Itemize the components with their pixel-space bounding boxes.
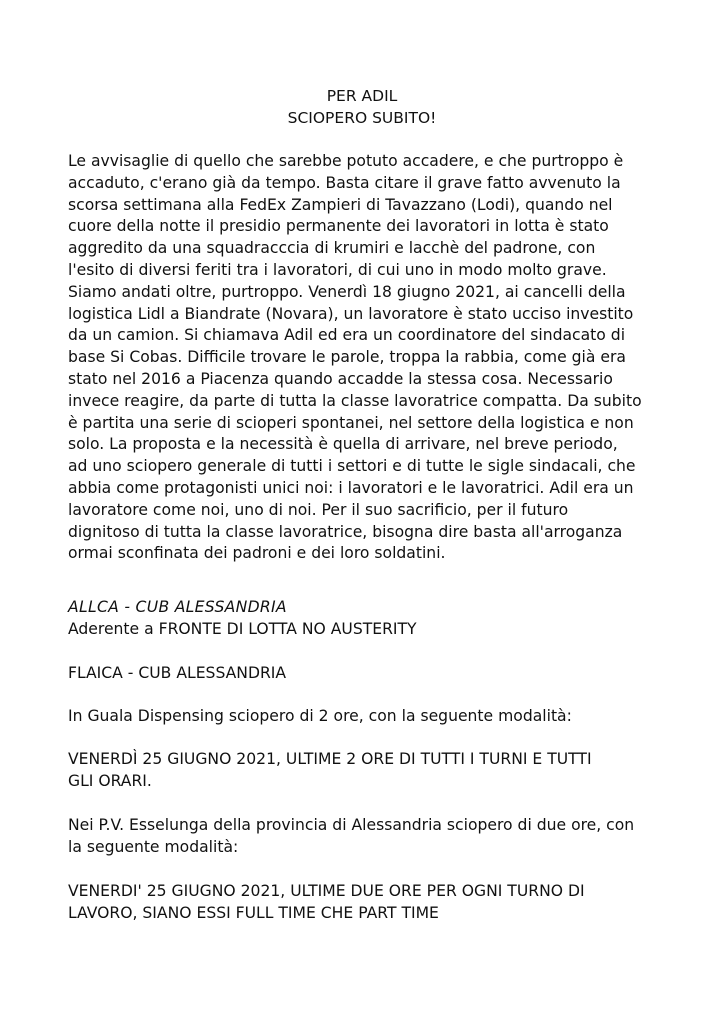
paragraph-line: da un camion. Si chiamava Adil ed era un coordinatore del sindacato di [68,326,626,345]
paragraph-line: Siamo andati oltre, purtroppo. Venerdì 18 giugno 2021, ai cancelli della [68,282,626,301]
paragraph-line: invece reagire, da parte di tutta la classe lavoratrice compatta. Da subito [68,391,642,410]
signature-allca: ALLCA - CUB ALESSANDRIA [68,598,287,616]
paragraph-line: aggredito da una squadracccia di krumiri e lacchè del padrone, con [68,239,596,258]
paragraph-line: logistica Lidl a Biandrate (Novara), un lavoratore è stato ucciso investito [68,304,634,323]
paragraph-line: solo. La proposta e la necessità è quella di arrivare, nel breve periodo, [68,435,618,454]
paragraph-line: Le avvisaglie di quello che sarebbe potuto accadere, e che purtroppo è [68,152,624,170]
paragraph-line: scorsa settimana alla FedEx Zampieri di Tavazzano (Lodi), quando nel [68,195,613,214]
paragraph-line: abbia come protagonisti unici noi: i lavoratori e le lavoratrici. Adil era un [68,478,634,497]
paragraph-line: cuore della notte il presidio permanente dei lavoratori in lotta è stato [68,217,609,236]
title-line-1: PER ADIL [326,87,398,105]
esselunga-intro-line: Nei P.V. Esselunga della provincia di Alessandria sciopero di due ore, con [68,816,635,834]
signature-flaica: FLAICA - CUB ALESSANDRIA [68,664,287,682]
paragraph-line: l'esito di diversi feriti tra i lavoratori, di cui uno in modo molto grave. [68,260,607,279]
guala-detail [68,749,668,793]
guala-detail-line: VENERDÌ 25 GIUGNO 2021, ULTIME 2 ORE DI TUTTI I TURNI E TUTTI [68,750,592,768]
guala-intro: In Guala Dispensing sciopero di 2 ore, con la seguente modalità: [68,707,572,725]
paragraph-line: dignitoso di tutta la classe lavoratrice, bisogna dire basta all'arroganza [68,522,623,541]
esselunga-intro [68,815,668,859]
paragraph-line: base Si Cobas. Difficile trovare le parole, troppa la rabbia, come già era [68,348,626,367]
paragraph-line: accaduto, c'erano già da tempo. Basta citare il grave fatto avvenuto la [68,173,621,192]
esselunga-intro-line: la seguente modalità: [68,837,239,856]
esselunga-detail [68,881,668,925]
guala-detail-line: GLI ORARI. [68,771,152,790]
paragraph-line: stato nel 2016 a Piacenza quando accadde la stessa cosa. Necessario [68,369,613,388]
paragraph-line: è partita una serie di scioperi spontanei, nel settore della logistica e non [68,413,634,432]
paragraph-line: ad uno sciopero generale di tutti i settori e di tutte le sigle sindacali, che [68,457,636,476]
signature-aderente: Aderente a FRONTE DI LOTTA NO AUSTERITY [68,620,417,638]
main-paragraph [68,151,668,565]
title-line-2: SCIOPERO SUBITO! [287,109,437,127]
esselunga-detail-line: VENERDI' 25 GIUGNO 2021, ULTIME DUE ORE PER OGNI TURNO DI [68,882,585,900]
paragraph-line: lavoratore come noi, uno di noi. Per il suo sacrificio, per il futuro [68,500,569,519]
paragraph-line: ormai sconfinata dei padroni e dei loro soldatini. [68,544,446,563]
esselunga-detail-line: LAVORO, SIANO ESSI FULL TIME CHE PART TIME [68,903,439,922]
